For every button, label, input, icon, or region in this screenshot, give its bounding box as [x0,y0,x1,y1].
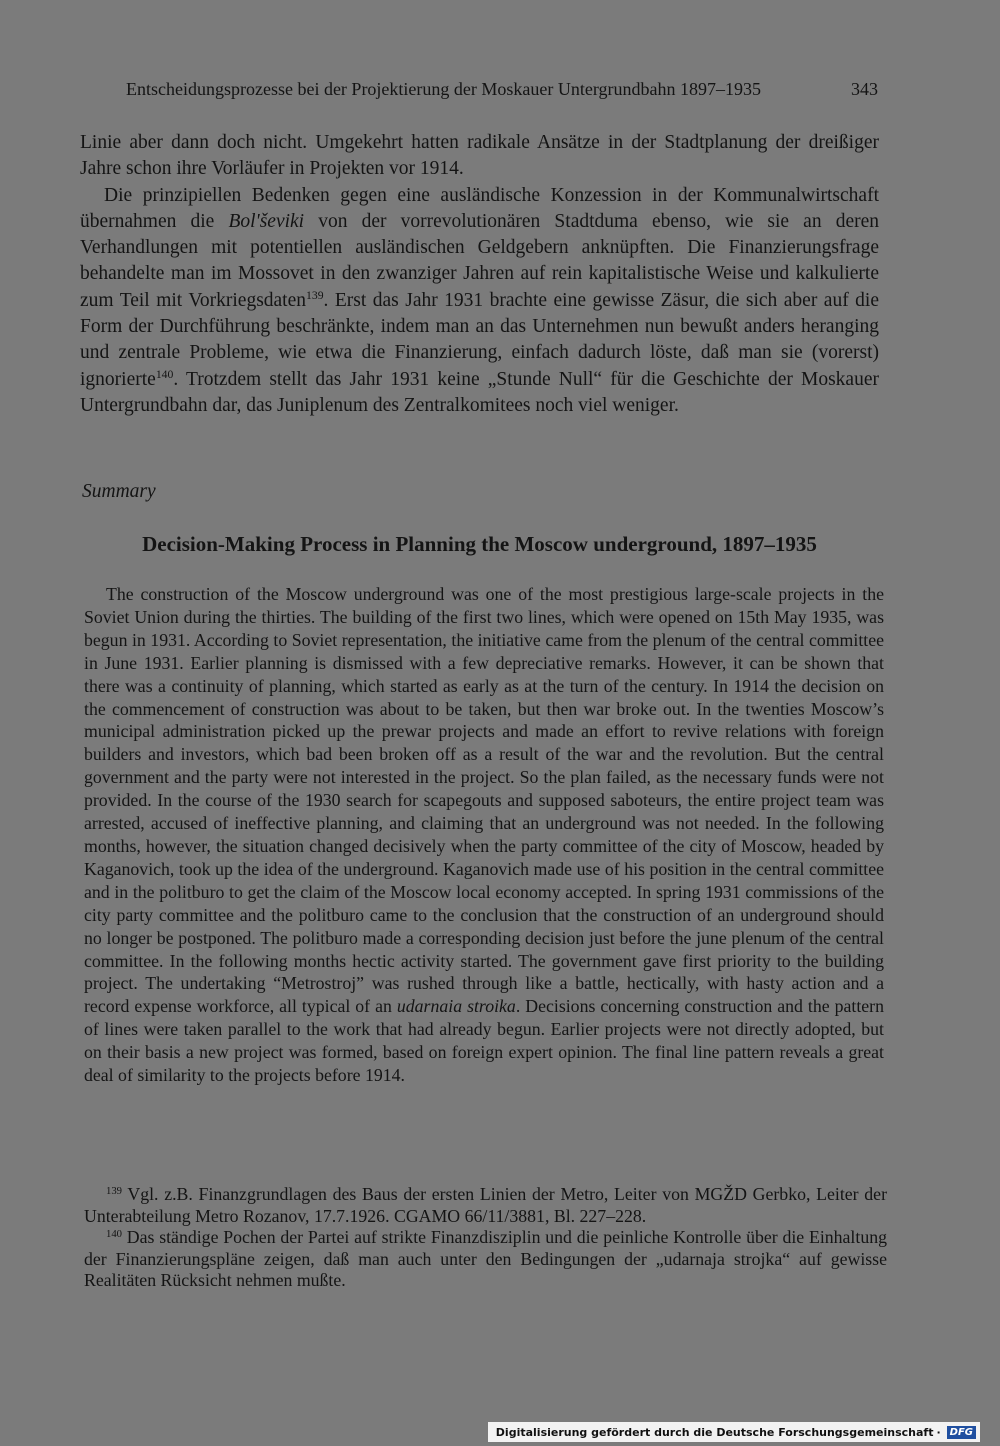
footnote [84,1227,887,1292]
footnote-reference[interactable]: 139 [306,289,324,303]
footnote-text: Das ständige Pochen der Partei auf strikte Finanzdisziplin und die peinliche Kontrolle über die Einhaltung der Finanzierungspläne zeigen, daß man auch unter den Bedingungen der „udarnaja strojka“ auf gewisse Realitäten Rücksicht nehmen mußte. [84,1227,887,1291]
text-run: Die prinzipiellen Bedenken gegen eine ausländische Konzession in der Kommunalwirtschaft übernahmen die [80,184,879,232]
footnote-reference[interactable]: 140 [155,368,174,382]
paragraph [84,583,884,1087]
funding-notice [488,1422,980,1442]
running-header [126,78,878,100]
footnote [84,1184,887,1227]
running-title: Entscheidungsprozesse bei der Projektierung der Moskauer Untergrundbahn 1897–1935 [126,79,762,99]
text-run: von der vorrevolutionären Stadtduma ebenso, wie sie an deren Verhandlungen mit potentiellen ausländischen Geldgebern anknüpften. Die Finanzierungsfrage behandelte man im Mossovet in den zwanziger Jahren auf rein kapitalistische Weise und kalkulierte zum Teil mit Vorkriegsdaten [80,210,879,311]
summary-body-text [84,583,884,1087]
footnotes [84,1184,887,1292]
summary-label: Summary [82,481,156,502]
paragraph: Linie aber dann doch nicht. Umgekehrt hatten radikale Ansätze in der Stadtplanung der dreißiger Jahre schon ihre Vorläufer in Projekten vor 1914. [80,132,879,180]
footnote-text: Vgl. z.B. Finanzgrundlagen des Baus der ersten Linien der Metro, Leiter von MGŽD Gerbko, Leiter der Unterabteilung Metro Rozanov, 17.7.1926. CGAMO 66/11/3881, Bl. 227–228. [84,1184,887,1226]
separator-dot: · [936,1425,941,1439]
page-number: 343 [851,79,878,99]
funding-text: Digitalisierung gefördert durch die Deutsche Forschungsgemeinschaft [495,1425,934,1439]
footnote-number: 140 [106,1228,122,1241]
dfg-logo[interactable]: DFG [947,1426,976,1439]
text-run: . Erst das Jahr 1931 brachte eine gewisse Zäsur, die sich aber auf die Form der Durchführung beschränkte, indem man an das Unternehmen nun bewußt anders heranging und zentrale Probleme, wie etwa die Finanzierung, einfach dadurch löste, daß man sie (vorerst) ignorierte [80,289,879,390]
paragraph [80,183,879,420]
italic-term: Bol'ševiki [228,210,305,232]
text-run: The construction of the Moscow underground was one of the most prestigious large-scale projects in the Soviet Union during the thirties. The building of the first two lines, which were opened on 15th May 1935, was begun in 1931. According to Soviet representation, the initiative came from the plenum of the central committee in June 1931. Earlier planning is dismissed with a few depreciative remarks. However, it can be shown that there was a continuity of planning, which started as early as at the turn of the century. In 1914 the decision on the commencement of construction was about to be taken, but then war broke out. In the twenties Moscow’s municipal administration picked up the prewar projects and made an effort to revive relations with foreign builders and investors, which bad been broken off as a result of the war and the revolution. But the central government and the party were not interested in the project. So the plan failed, as the necessary funds were not provided. In the course of the 1930 search for scapegouts and supposed saboteurs, the entire project team was arrested, accused of ineffective planning, and claiming that an underground was not needed. In the following months, however, the situation changed decisively when the party committee of the city of Moscow, headed by Kaganovich, took up the idea of the underground. Kaganovich made use of his position in the central committee and in the politburo to get the claim of the Moscow local economy accepted. In spring 1931 commissions of the city party committee and the politburo came to the conclusion that the construction of an underground should no longer be postponed. The politburo made a corresponding decision just before the june plenum of the central committee. In the following months hectic activity started. The government gave first priority to the building project. The undertaking “Metrostroj” was rushed through like a battle, hectically, with hasty action and a record expense workforce, all typical of an [84,584,884,1017]
summary-title: Decision-Making Process in Planning the Moscow underground, 1897–1935 [142,532,817,556]
italic-term: udarnaia stroika [396,996,516,1017]
text-run: . Decisions concerning construction and the pattern of lines were taken parallel to the work that had already begun. Earlier projects were not directly adopted, but on their basis a new project was formed, based on foreign expert opinion. The final line pattern reveals a great deal of similarity to the projects before 1914. [84,996,884,1086]
footnote-number: 139 [106,1185,122,1198]
german-body-text [80,130,879,419]
text-run: . Trotzdem stellt das Jahr 1931 keine „Stunde Null“ für die Geschichte der Moskauer Untergrundbahn dar, das Juniplenum des Zentralkomitees noch viel weniger. [80,368,879,416]
